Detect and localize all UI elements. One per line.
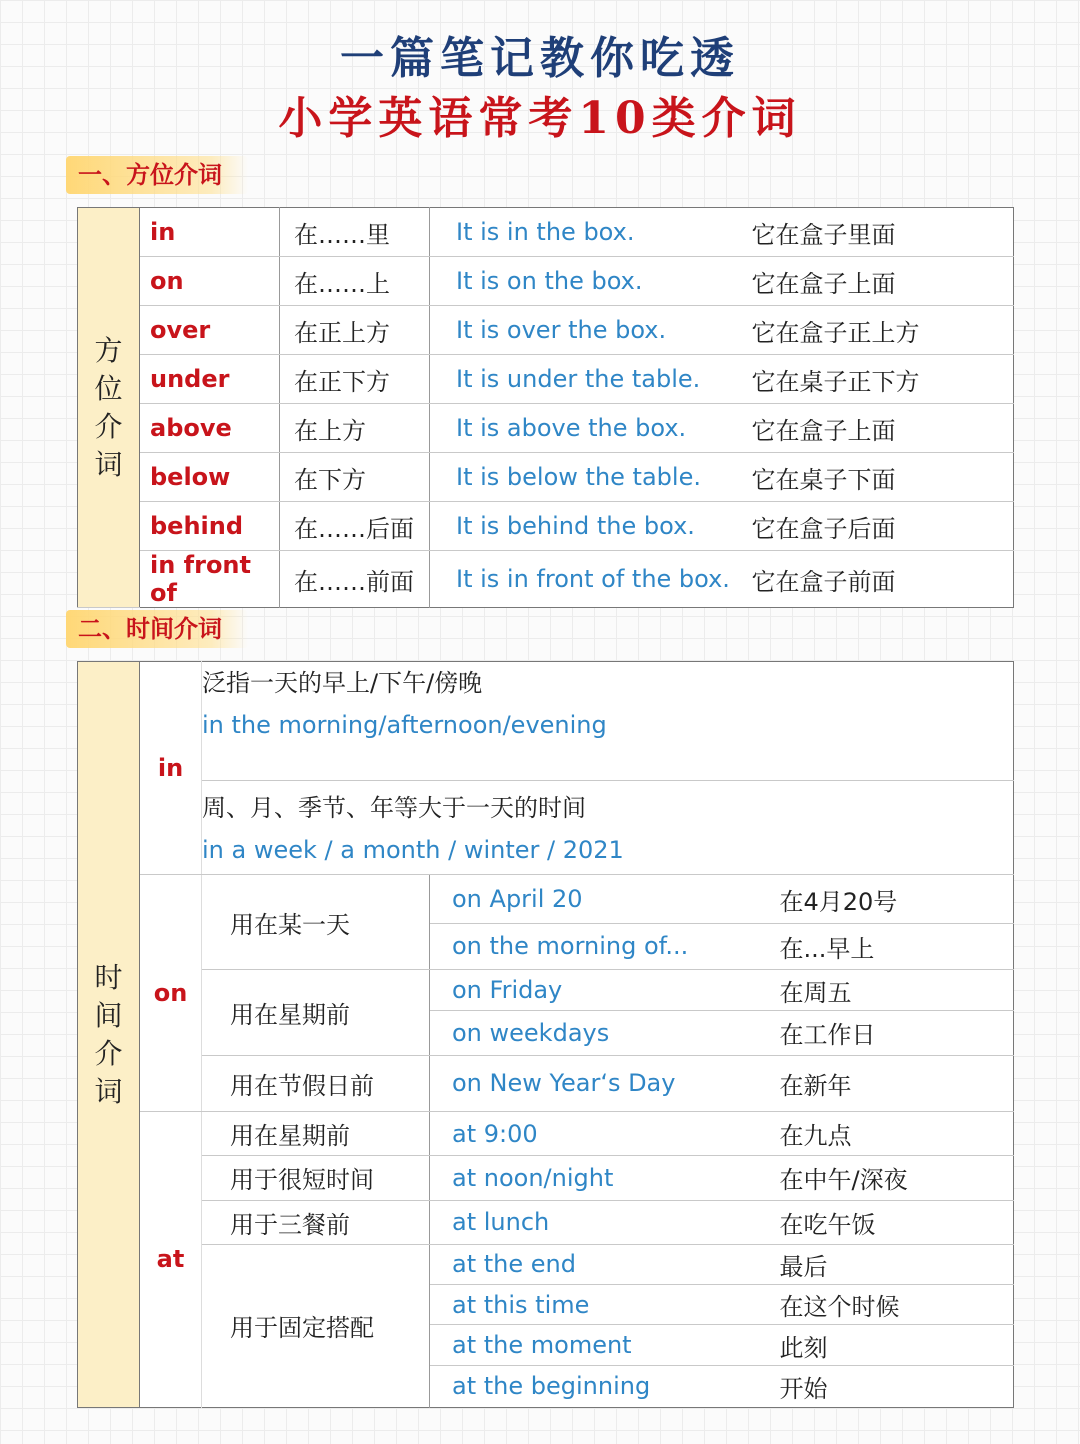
translation: 在4月20号 [780, 875, 1014, 923]
usage-text: 周、月、季节、年等大于一天的时间 [202, 793, 586, 822]
example-sentence: It is in the box. [430, 208, 752, 257]
translation: 它在桌子正下方 [752, 355, 1014, 404]
category-char: 介 [94, 409, 123, 443]
translation: 它在盒子正上方 [752, 306, 1014, 355]
usage-text: 用在某一天 [202, 875, 430, 970]
translation: 它在桌子下面 [752, 453, 1014, 502]
preposition: below [140, 453, 280, 502]
usage-text: 用于三餐前 [202, 1200, 430, 1244]
in-usage-2 [202, 780, 1014, 875]
category-char: 介 [94, 1036, 123, 1070]
example-phrase: at the beginning [452, 1372, 651, 1401]
preposition: above [140, 404, 280, 453]
example-phrase: at the end [430, 1244, 780, 1284]
example-phrase: at 9:00 [430, 1111, 780, 1155]
time-prepositions-table [77, 661, 1014, 1408]
preposition: behind [140, 502, 280, 551]
title-line-2: 小学英语常考10类介词 [278, 93, 802, 144]
preposition-in: in [140, 662, 202, 875]
example-sentence: It is below the table. [430, 453, 752, 502]
example-sentence: It is on the box. [430, 257, 752, 306]
example-phrase: at this time [430, 1285, 780, 1325]
example-sentence: It is above the box. [430, 404, 752, 453]
preposition: on [140, 257, 280, 306]
category-char: 词 [94, 1074, 123, 1108]
example-sentence: It is over the box. [430, 306, 752, 355]
translation: 它在盒子里面 [752, 208, 1014, 257]
example-sentence: It is in front of the box. [456, 565, 730, 593]
meaning: 在……里 [280, 208, 430, 257]
meaning: 在下方 [280, 453, 430, 502]
translation: 在中午/深夜 [780, 1156, 1014, 1200]
translation: 在九点 [780, 1111, 1014, 1155]
preposition-at: at [140, 1111, 202, 1407]
meaning: 在……前面 [280, 551, 430, 608]
meaning: 在正上方 [280, 306, 430, 355]
meaning: 在……上 [280, 257, 430, 306]
example-sentence: It is behind the box. [430, 502, 752, 551]
category-char: 方 [94, 333, 123, 367]
usage-text: 用在星期前 [202, 970, 430, 1056]
in-usage-1 [202, 662, 1014, 781]
meaning: 在上方 [280, 404, 430, 453]
preposition: in front of [140, 551, 280, 608]
section1-heading: 一、方位介词 [66, 156, 248, 194]
section1-category [78, 208, 140, 608]
translation: 开始 [779, 1374, 828, 1403]
preposition: in [140, 208, 280, 257]
title-line-1: 一篇笔记教你吃透 [340, 33, 740, 84]
usage-text: 用在节假日前 [202, 1055, 430, 1111]
translation: 在工作日 [780, 1011, 1014, 1055]
category-char: 时 [94, 960, 123, 994]
usage-text: 用于很短时间 [202, 1156, 430, 1200]
example-phrase: on April 20 [430, 875, 780, 923]
preposition-on: on [140, 875, 202, 1112]
example-phrase: on New Year‘s Day [430, 1055, 780, 1111]
section2-heading: 二、时间介词 [66, 610, 248, 648]
category-char: 间 [94, 998, 123, 1032]
translation: 它在盒子上面 [752, 404, 1014, 453]
translation: 在...早上 [780, 923, 1014, 969]
translation: 此刻 [780, 1325, 1014, 1365]
preposition: over [140, 306, 280, 355]
meaning: 在正下方 [280, 355, 430, 404]
translation: 在新年 [780, 1055, 1014, 1111]
translation: 在吃午饭 [780, 1200, 1014, 1244]
translation: 它在盒子后面 [752, 502, 1014, 551]
location-prepositions-table [77, 207, 1014, 608]
example-sentence: It is under the table. [430, 355, 752, 404]
example-phrase: at noon/night [430, 1156, 780, 1200]
category-char: 位 [94, 371, 123, 405]
translation: 它在盒子上面 [752, 257, 1014, 306]
example-phrase: at lunch [430, 1200, 780, 1244]
example-phrase: on weekdays [430, 1011, 780, 1055]
example-phrase: on the morning of... [430, 923, 780, 969]
section2-category [78, 662, 140, 1408]
translation: 在这个时候 [780, 1285, 1014, 1325]
translation: 最后 [780, 1244, 1014, 1284]
category-char: 词 [94, 447, 123, 481]
example-phrase: at the moment [430, 1325, 780, 1365]
usage-text: 泛指一天的早上/下午/傍晚 [202, 669, 483, 697]
example-phrase: in the morning/afternoon/evening [202, 711, 607, 739]
meaning: 在……后面 [280, 502, 430, 551]
example-phrase: on Friday [430, 970, 780, 1011]
usage-text: 用在星期前 [202, 1111, 430, 1155]
translation: 它在盒子前面 [751, 567, 896, 596]
example-phrase: in a week / a month / winter / 2021 [202, 835, 624, 864]
preposition: under [140, 355, 280, 404]
translation: 在周五 [780, 970, 1014, 1011]
usage-text: 用于固定搭配 [202, 1244, 430, 1407]
